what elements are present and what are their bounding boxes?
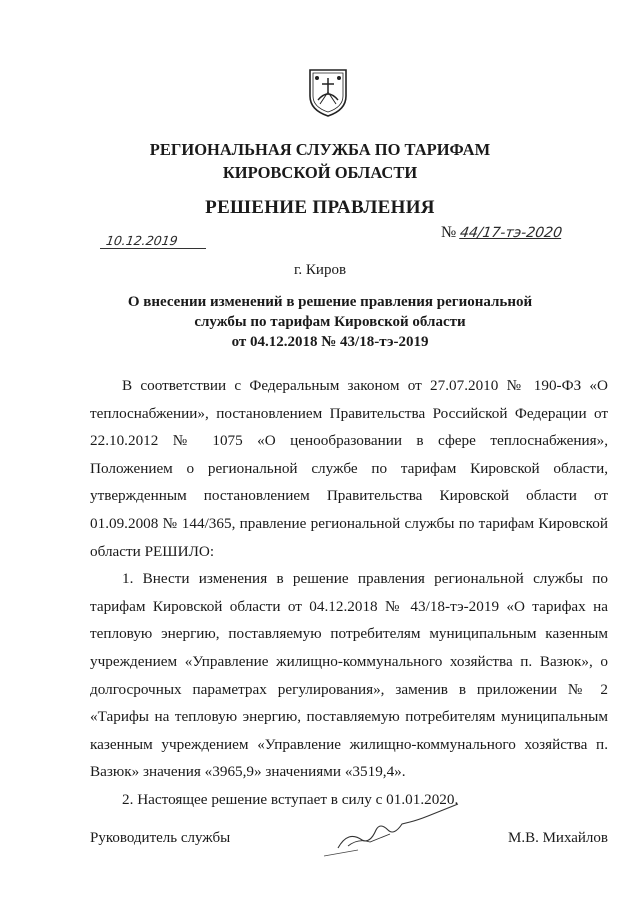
document-city: г. Киров [293, 262, 347, 278]
preamble-paragraph: В соответствии с Федеральным законом от 27.07.2010 № 190-ФЗ «О теплоснабжении», постановлением Правительства Российской Федерации от 22.10.2012 № 1075 «О ценообразовании в сфере теплоснабжения», Положением о региональной службе по тарифам Кировской области, утвержденным постановлением Правительства Кировской области от 01.09.2008 № 144/365, правление региональной службы по тарифам Кировской области РЕШИЛО: [90, 377, 608, 560]
document-subject [110, 292, 550, 352]
document-type: РЕШЕНИЕ ПРАВЛЕНИЯ [205, 197, 435, 218]
organization-name-line1: РЕГИОНАЛЬНАЯ СЛУЖБА ПО ТАРИФАМ [149, 140, 491, 159]
subject-line1: О внесении изменений в решение правления региональной [127, 294, 533, 310]
number-sign: № [441, 224, 457, 241]
coat-of-arms-icon [306, 66, 350, 118]
handwritten-signature [318, 800, 468, 860]
document-number [441, 224, 562, 242]
subject-line3: от 04.12.2018 № 43/18-тэ-2019 [231, 334, 429, 350]
item-1-paragraph: 1. Внести изменения в решение правления региональной службы по тарифам Кировской области от 04.12.2018 № 43/18-тэ-2019 «О тарифах на тепловую энергию, поставляемую потребителям муниципальным казенным учреждением «Управление жилищно-коммунального хозяйства п. Вазюк», о долгосрочных параметрах регулирования», заменив в приложении № 2 «Тарифы на тепловую энергию, поставляемую потребителям муниципальным казенным учреждением «Управление жилищно-коммунального хозяйства п. Вазюк» значения «3965,9» значениями «3519,4». [90, 570, 608, 781]
document-body [90, 372, 608, 814]
organization-name [0, 138, 640, 184]
subject-line2: службы по тарифам Кировской области [194, 314, 466, 330]
item-2-paragraph: 2. Настоящее решение вступает в силу с 01.01.2020. [122, 790, 459, 808]
signatory-name: М.В. Михайлов [507, 830, 608, 846]
organization-name-line2: КИРОВСКОЙ ОБЛАСТИ [222, 163, 418, 182]
signatory-position: Руководитель службы [90, 830, 231, 846]
document-number-value: 44/17-тэ-2020 [459, 225, 564, 241]
document-date [100, 234, 206, 249]
document-date-value: 10.12.2019 [105, 233, 179, 248]
